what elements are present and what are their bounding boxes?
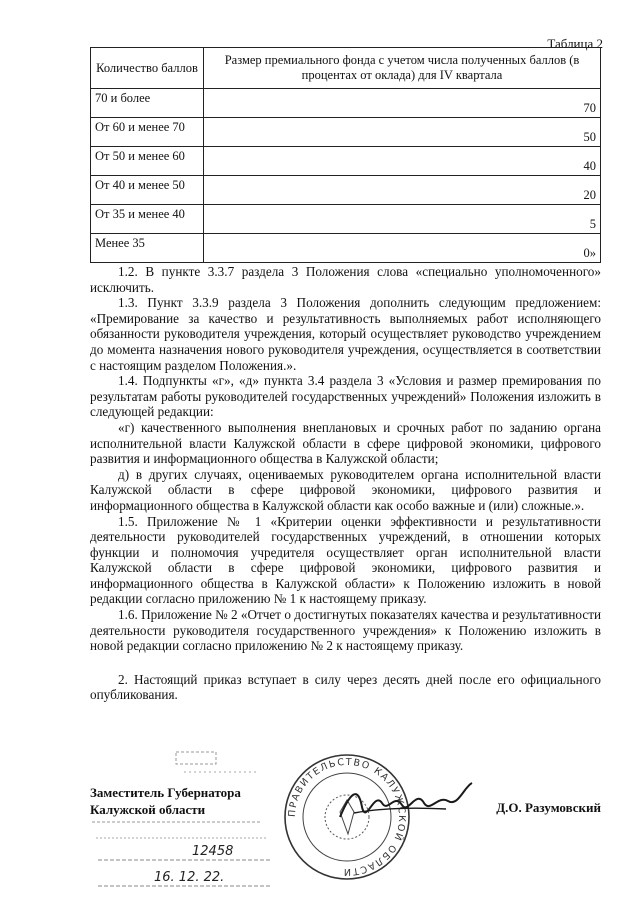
table-row: [91, 89, 601, 118]
row-range: От 35 и менее 40: [91, 205, 204, 234]
row-range: 70 и более: [91, 89, 204, 118]
table-row: [91, 176, 601, 205]
registration-number: 12458: [192, 844, 234, 859]
paragraph-d: д) в других случаях, оцениваемых руководителем органа исполнительной власти Калужской области в сфере цифровой экономики, цифрового развития и информационного общества в Калужской области как особо важные и (или) сложные.».: [90, 466, 601, 513]
table-header-row: [91, 48, 601, 89]
signatory-title-line1: Заместитель Губернатора: [90, 785, 241, 800]
row-range: От 60 и менее 70: [91, 118, 204, 147]
row-value: 0»: [204, 234, 601, 263]
table-row: [91, 205, 601, 234]
row-value: 40: [204, 147, 601, 176]
spacer: [90, 654, 601, 672]
row-value: 50: [204, 118, 601, 147]
registration-date: 16. 12. 22.: [154, 870, 225, 885]
paragraph-1-3: 1.3. Пункт 3.3.9 раздела 3 Положения дополнить следующим предложением: «Премирование за качество и результативность выполняемых работ исполняющего обязанности руководителя учреждения, который осуществляет руководство учреждением до момента назначения нового руководителя учреждения, осуществляется в соответствии с настоящим разделом Положения.».: [90, 295, 601, 373]
table-row: [91, 118, 601, 147]
header-points: Количество баллов: [91, 48, 204, 89]
row-value: 5: [204, 205, 601, 234]
stamp-mark: [174, 748, 264, 784]
seal-text: ПРАВИТЕЛЬСТВО КАЛУЖСКОЙ ОБЛАСТИ: [286, 756, 408, 878]
order-body: [90, 264, 601, 703]
row-value: 70: [204, 89, 601, 118]
table-row: [91, 234, 601, 263]
row-range: От 50 и менее 60: [91, 147, 204, 176]
signatory-name: Д.О. Разумовский: [496, 800, 601, 815]
row-range: От 40 и менее 50: [91, 176, 204, 205]
table-caption: Таблица 2: [547, 36, 603, 51]
paragraph-1-5: 1.5. Приложение № 1 «Критерии оценки эффективности и результативности деятельности руководителей государственных учреждений, в отношении которых функции и полномочия учредителя осуществляет орган исполнительной власти Калужской области в сфере цифровой экономики, цифрового развития и информационного общества в Калужской области» к Положению изложить в новой редакции согласно приложению № 1 к настоящему приказу.: [90, 513, 601, 607]
paragraph-1-6: 1.6. Приложение № 2 «Отчет о достигнутых показателях качества и результативности деятельности руководителя государственного учреждения» к Положению изложить в новой редакции согласно приложению № 2 к настоящему приказу.: [90, 607, 602, 654]
signatory-title-line2: Калужской области: [90, 802, 206, 817]
paragraph-2: 2. Настоящий приказ вступает в силу через десять дней после его официального опубликования.: [90, 671, 601, 703]
registration-stamp: [92, 812, 278, 892]
bonus-table: [90, 47, 601, 263]
table-row: [91, 147, 601, 176]
row-range: Менее 35: [91, 234, 204, 263]
paragraph-1-2: 1.2. В пункте 3.3.7 раздела 3 Положения слова «специально уполномоченного» исключить.: [90, 264, 601, 295]
header-bonus-size: Размер премиального фонда с учетом числа полученных баллов (в процентах от оклада) для IV квартала: [204, 48, 601, 89]
paragraph-g: «г) качественного выполнения внеплановых и срочных работ по заданию органа исполнительной власти Калужской области в сфере цифровой экономики, цифрового развития и информационного общества в Калужской области;: [90, 419, 601, 467]
paragraph-1-4: 1.4. Подпункты «г», «д» пункта 3.4 раздела 3 «Условия и размер премирования по результатам работы руководителей государственных учреждений» Положения изложить в следующей редакции:: [90, 373, 601, 420]
signature: [336, 773, 476, 833]
row-value: 20: [204, 176, 601, 205]
